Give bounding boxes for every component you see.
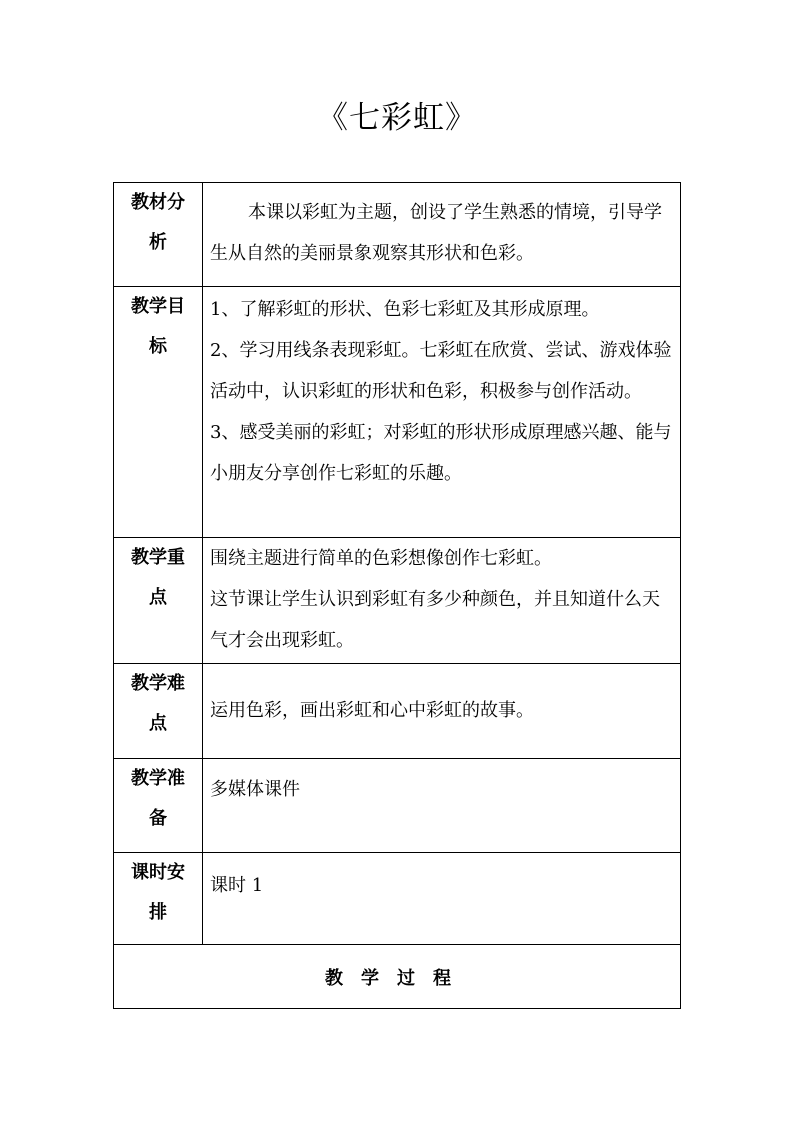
row-label-teaching-objectives: 教学目标 — [114, 287, 203, 538]
row-content-teaching-objectives — [203, 287, 681, 538]
row-label-difficulties: 教学难点 — [114, 664, 203, 759]
table-row-material-analysis — [114, 183, 681, 287]
table-row-process-heading — [114, 945, 681, 1009]
row-label-material-analysis: 教材分析 — [114, 183, 203, 287]
table-row-schedule — [114, 853, 681, 945]
row-content-preparation — [203, 759, 681, 853]
objective-1: 1、了解彩虹的形状、色彩七彩虹及其形成原理。 — [210, 299, 600, 320]
row-content-schedule — [203, 853, 681, 945]
document-title: 《七彩虹》 — [317, 100, 477, 136]
preparation-text: 多媒体课件 — [210, 779, 300, 800]
key-point-2: 这节课让学生认识到彩虹有多少种颜色，并且知道什么天气才会出现彩虹。 — [210, 589, 660, 651]
lesson-plan-table — [113, 182, 681, 1009]
row-label-key-points: 教学重点 — [114, 538, 203, 664]
row-content-difficulties — [203, 664, 681, 759]
row-content-material-analysis — [203, 183, 681, 287]
table-row-difficulties — [114, 664, 681, 759]
key-point-1: 围绕主题进行简单的色彩想像创作七彩虹。 — [210, 548, 552, 569]
row-label-preparation: 教学准备 — [114, 759, 203, 853]
row-content-key-points — [203, 538, 681, 664]
table-row-teaching-objectives — [114, 287, 681, 538]
table-row-key-points — [114, 538, 681, 664]
objective-3: 3、感受美丽的彩虹；对彩虹的形状形成原理感兴趣、能与小朋友分享创作七彩虹的乐趣。 — [210, 422, 672, 484]
objective-2: 2、学习用线条表现彩虹。七彩虹在欣赏、尝试、游戏体验活动中，认识彩虹的形状和色彩，积极参与创作活动。 — [210, 340, 672, 402]
table-row-preparation — [114, 759, 681, 853]
row-label-schedule: 课时安排 — [114, 853, 203, 945]
material-analysis-text: 本课以彩虹为主题，创设了学生熟悉的情境，引导学生从自然的美丽景象观察其形状和色彩。 — [210, 202, 662, 264]
difficulty-text: 运用色彩，画出彩虹和心中彩虹的故事。 — [210, 700, 534, 721]
schedule-text: 课时 1 — [210, 875, 264, 896]
process-heading: 教学过程 — [114, 945, 681, 1009]
